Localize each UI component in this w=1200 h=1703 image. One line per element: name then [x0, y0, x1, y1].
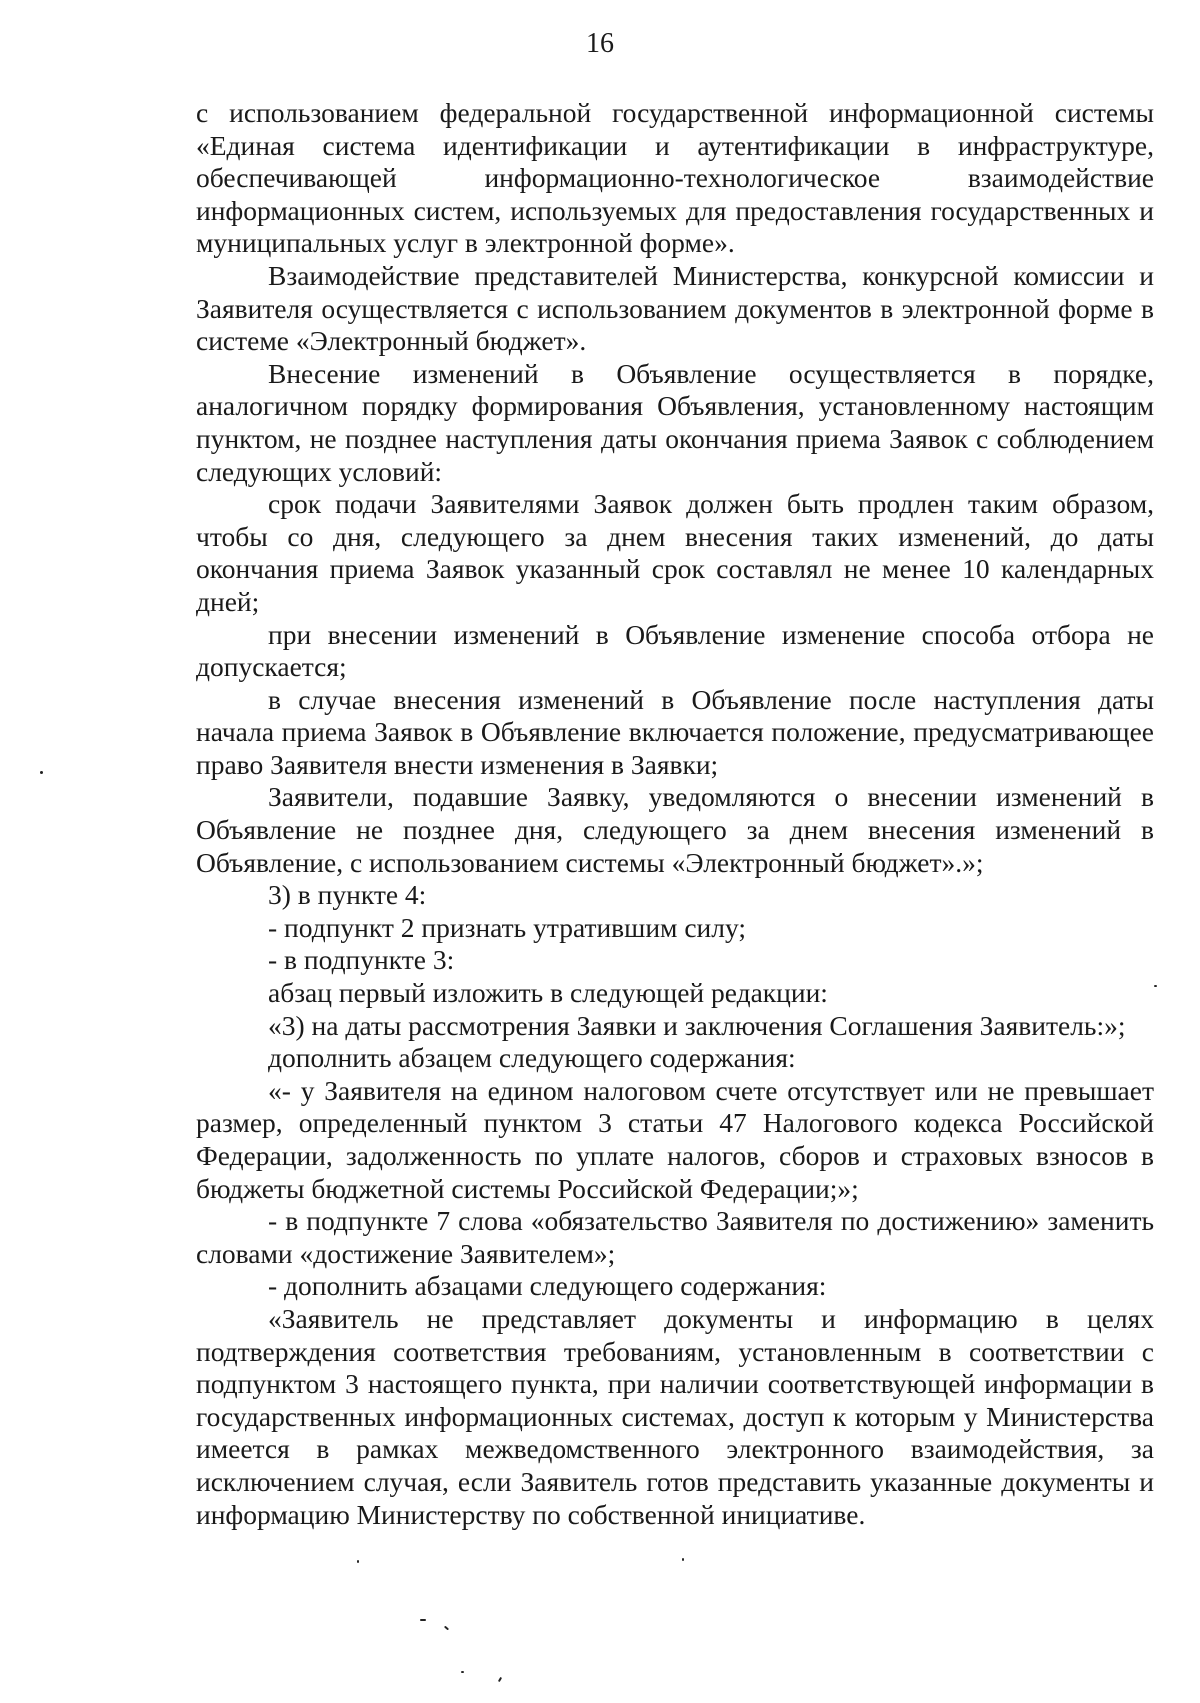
- page-number: 16: [586, 28, 614, 59]
- paragraph-8: 3) в пункте 4:: [268, 879, 427, 911]
- scan-speck: [357, 1560, 359, 1563]
- paragraph-1: с использованием федеральной государственной информационной системы «Единая система идентификации и аутентификации в инфраструктуре, обеспечивающей информационно-технологическое взаимодействие информационных систем, используемых для предоставления государственных и муниципальных услуг в электронной форме».: [196, 97, 1154, 259]
- scan-speck: [498, 1677, 502, 1682]
- paragraph-6: в случае внесения изменений в Объявление после наступления даты начала приема Заявок в Объявление включается положение, предусматривающее право Заявителя внести изменения в Заявки;: [196, 683, 1154, 780]
- paragraph-10: - в подпункте 3:: [268, 944, 455, 976]
- scan-speck: [444, 1626, 449, 1631]
- paragraph-17: «Заявитель не представляет документы и информацию в целях подтверждения соответствия требованиям, установленным в соответствии с подпунктом 3 настоящего пункта, при наличии соответствующей информации в государственных информационных системах, доступ к которым у Министерства имеется в рамках межведомственного электронного взаимодействия, за исключением случая, если Заявитель готов представить указанные документы и информацию Министерству по собственной инициативе.: [196, 1302, 1154, 1530]
- paragraph-5: при внесении изменений в Объявление изменение способа отбора не допускается;: [196, 618, 1154, 683]
- scan-speck: [461, 1671, 464, 1673]
- paragraph-9: - подпункт 2 признать утратившим силу;: [268, 911, 747, 943]
- document-body: [196, 97, 1154, 1531]
- paragraph-13: дополнить абзацем следующего содержания:: [268, 1042, 796, 1074]
- paragraph-16: - дополнить абзацами следующего содержания:: [268, 1270, 827, 1302]
- scan-speck: [40, 771, 43, 774]
- paragraph-3: Внесение изменений в Объявление осуществляется в порядке, аналогичном порядку формирования Объявления, установленному настоящим пунктом, не позднее наступления даты окончания приема Заявок с соблюдением следующих условий:: [196, 357, 1154, 487]
- paragraph-7: Заявители, подавшие Заявку, уведомляются о внесении изменений в Объявление не позднее дня, следующего за днем внесения изменений в Объявление, с использованием системы «Электронный бюджет».»;: [196, 781, 1154, 878]
- paragraph-12: «3) на даты рассмотрения Заявки и заключения Соглашения Заявитель:»;: [268, 1009, 1126, 1041]
- paragraph-2: Взаимодействие представителей Министерства, конкурсной комиссии и Заявителя осуществляется с использованием документов в электронной форме в системе «Электронный бюджет».: [196, 259, 1154, 357]
- scan-speck: [682, 1558, 684, 1561]
- paragraph-14: «- у Заявителя на едином налоговом счете отсутствует или не превышает размер, определенный пунктом 3 статьи 47 Налогового кодекса Российской Федерации, задолженность по уплате налогов, сборов и страховых взносов в бюджеты бюджетной системы Российской Федерации;»;: [196, 1074, 1154, 1204]
- scan-speck: [1154, 985, 1157, 987]
- paragraph-4: срок подачи Заявителями Заявок должен быть продлен таким образом, чтобы со дня, следующего за днем внесения таких изменений, до даты окончания приема Заявок указанный срок составлял не менее 10 календарных дней;: [196, 488, 1154, 617]
- paragraph-11: абзац первый изложить в следующей редакции:: [268, 977, 828, 1009]
- scan-speck: [420, 1619, 426, 1621]
- paragraph-15: - в подпункте 7 слова «обязательство Заявителя по достижению» заменить словами «достижение Заявителем»;: [196, 1205, 1154, 1269]
